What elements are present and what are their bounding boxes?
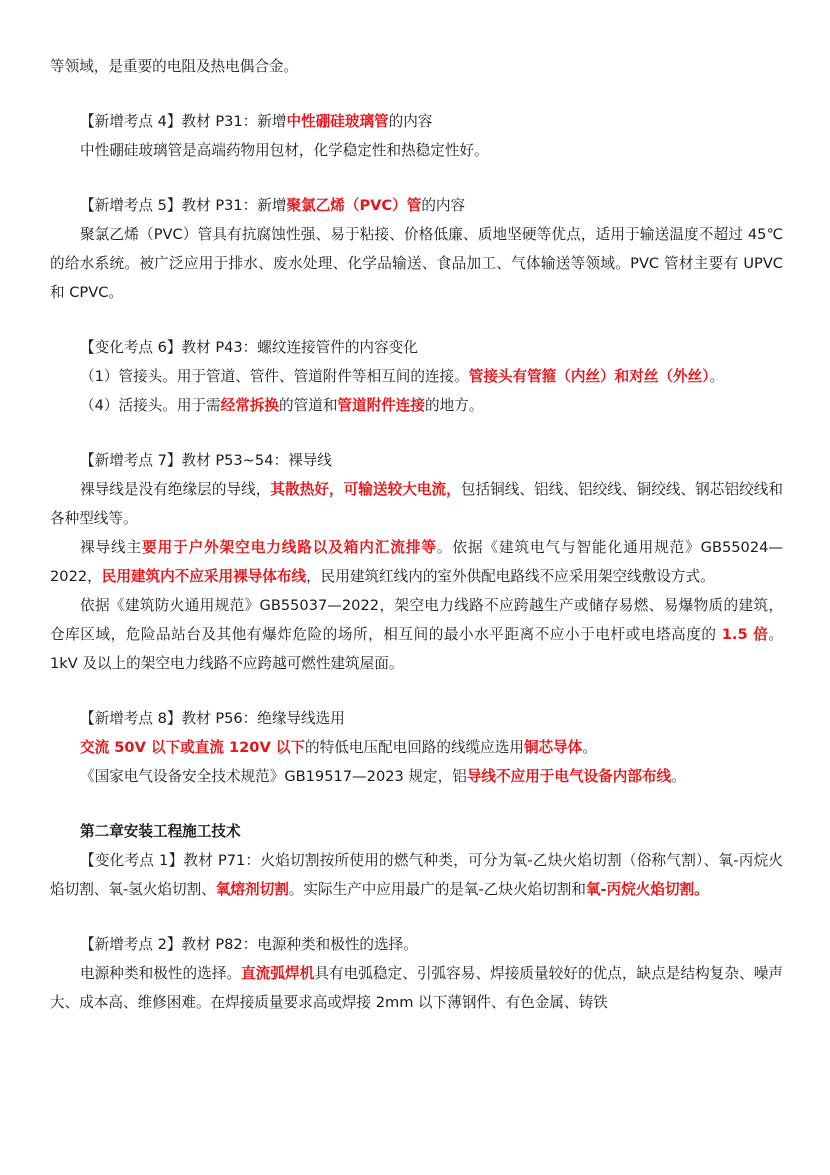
text-run: 的内容 [388,113,433,130]
text-run: 《国家电气设备安全技术规范》GB19517—2023 规定，铝 [80,768,467,785]
highlight-text: 其散热好，可输送较大电流， [270,481,461,498]
highlight-text: 聚氯乙烯（PVC）管 [286,197,422,214]
paragraph-flame-cutting [50,846,783,904]
paragraph-union-joint [50,391,783,420]
paragraph-pvc [50,220,783,307]
highlight-text: 铜芯导体 [523,739,583,756]
text-run: 【新增考点 8】教材 P56：绝缘导线选用 [80,710,345,727]
text-run: （4）活接头。用于需 [80,397,221,414]
text-run: 【新增考点 4】教材 P31：新增 [80,113,287,130]
paragraph-borosilicate [50,136,783,165]
text-run: 依据《建筑防火通用规范》GB55037—2022，架空电力线路不应跨越生产或储存易燃、易爆物质的建筑，仓库区域，危险品站台及其他有爆炸危险的场所，相互间的最小水平距离不应小于电杆或电塔高度的 [50,597,783,643]
heading-new-point-2 [50,930,783,959]
text-run: 。1kV 及以上的架空电力线路不应跨越可燃性建筑屋面。 [50,626,783,672]
heading-new-point-8 [50,704,783,733]
document-page [50,52,783,1017]
text-run: 。 [582,739,597,756]
text-run: 裸导线主 [80,539,143,556]
highlight-text: 管接头有管箍（内丝）和对丝（外丝） [468,368,710,385]
highlight-text: 氧熔剂切割 [215,881,289,898]
text-run: 电源种类和极性的选择。 [80,965,242,982]
paragraph-low-voltage [50,733,783,762]
chapter-title [50,817,783,846]
text-run: 裸导线是没有绝缘层的导线， [80,481,271,498]
highlight-text: 民用建筑内不应采用裸导体布线 [101,568,307,585]
heading-new-point-7 [50,446,783,475]
text-run: 具有电弧稳定、引弧容易、焊接质量较好的优点，缺点是结构复杂、噪声大、成本高、维修困难。在焊接质量要求高或焊接 2mm 以下薄钢件、有色金属、铸铁 [50,965,783,1011]
heading-new-point-5 [50,191,783,220]
text-run: 的管道和 [279,397,338,414]
text-run: 的内容 [421,197,466,214]
highlight-text: 中性硼硅玻璃管 [286,113,389,130]
highlight-text: 交流 50V 以下或直流 120V 以下 [80,739,306,756]
highlight-text: 直流弧焊机 [241,965,315,982]
paragraph-bare-wire-def [50,475,783,533]
text-run: 【新增考点 5】教材 P31：新增 [80,197,287,214]
text-run: 聚氯乙烯（PVC）管具有抗腐蚀性强、易于粘接、价格低廉、质地坚硬等优点，适用于输送温度不超过 45℃的给水系统。被广泛应用于排水、废水处理、化学品输送、食品加工、气体输送等领域。PVC 管材主要有 UPVC 和 CPVC。 [50,226,783,301]
heading-change-point-6 [50,333,783,362]
highlight-text: 要用于户外架空电力线路以及箱内汇流排等 [142,539,437,556]
text-run: 包括铜线、铝线、铝绞线、铜绞线、钢芯铝绞线和各种型线等。 [50,481,783,527]
text-run: 【新增考点 2】教材 P82：电源种类和极性的选择。 [80,936,418,953]
text-run: 【变化考点 6】教材 P43：螺纹连接管件的内容变化 [80,339,418,356]
highlight-text: 氧-丙烷火焰切割 [585,881,695,898]
highlight-text: 1.5 倍 [721,626,769,643]
text-run: 的特低电压配电回路的线缆应选用 [305,739,524,756]
highlight-text: 。 [694,881,709,898]
text-run: 第二章安装工程施工技术 [80,823,241,840]
heading-new-point-4 [50,107,783,136]
highlight-text: 导线不应用于电气设备内部布线 [466,768,672,785]
text-run: 。 [709,368,725,385]
text-run: （1）管接头。用于管道、管件、管道附件等相互间的连接。 [80,368,469,385]
paragraph-pipe-joint [50,362,783,391]
text-run: ，民用建筑红线内的室外供配电路线不应采用架空线敷设方式。 [306,568,715,585]
text-run: 【新增考点 7】教材 P53~54：裸导线 [80,452,332,469]
paragraph-bare-wire-use [50,533,783,591]
text-run: 等领域，是重要的电阻及热电偶合金。 [50,58,299,75]
highlight-text: 经常拆换 [220,397,280,414]
paragraph-intro [50,52,783,81]
text-run: 的地方。 [425,397,484,414]
paragraph-fire-code [50,591,783,678]
text-run: 。依据《建筑电气与智能化通用规范》GB55024—2022， [50,539,783,585]
text-run: 中性硼硅玻璃管是高端药物用包材，化学稳定性和热稳定性好。 [80,142,489,159]
highlight-text: 管道附件连接 [337,397,425,414]
paragraph-aluminum-wire [50,762,783,791]
text-run: 。实际生产中应用最广的是氧-乙炔火焰切割和 [288,881,586,898]
paragraph-power-source [50,959,783,1017]
text-run: 。 [671,768,686,785]
text-run: 【变化考点 1】教材 P71：火焰切割按所使用的燃气种类，可分为氧-乙炔火焰切割（俗称气割）、氧-丙烷火焰切割、氧-氢火焰切割、 [50,852,783,898]
